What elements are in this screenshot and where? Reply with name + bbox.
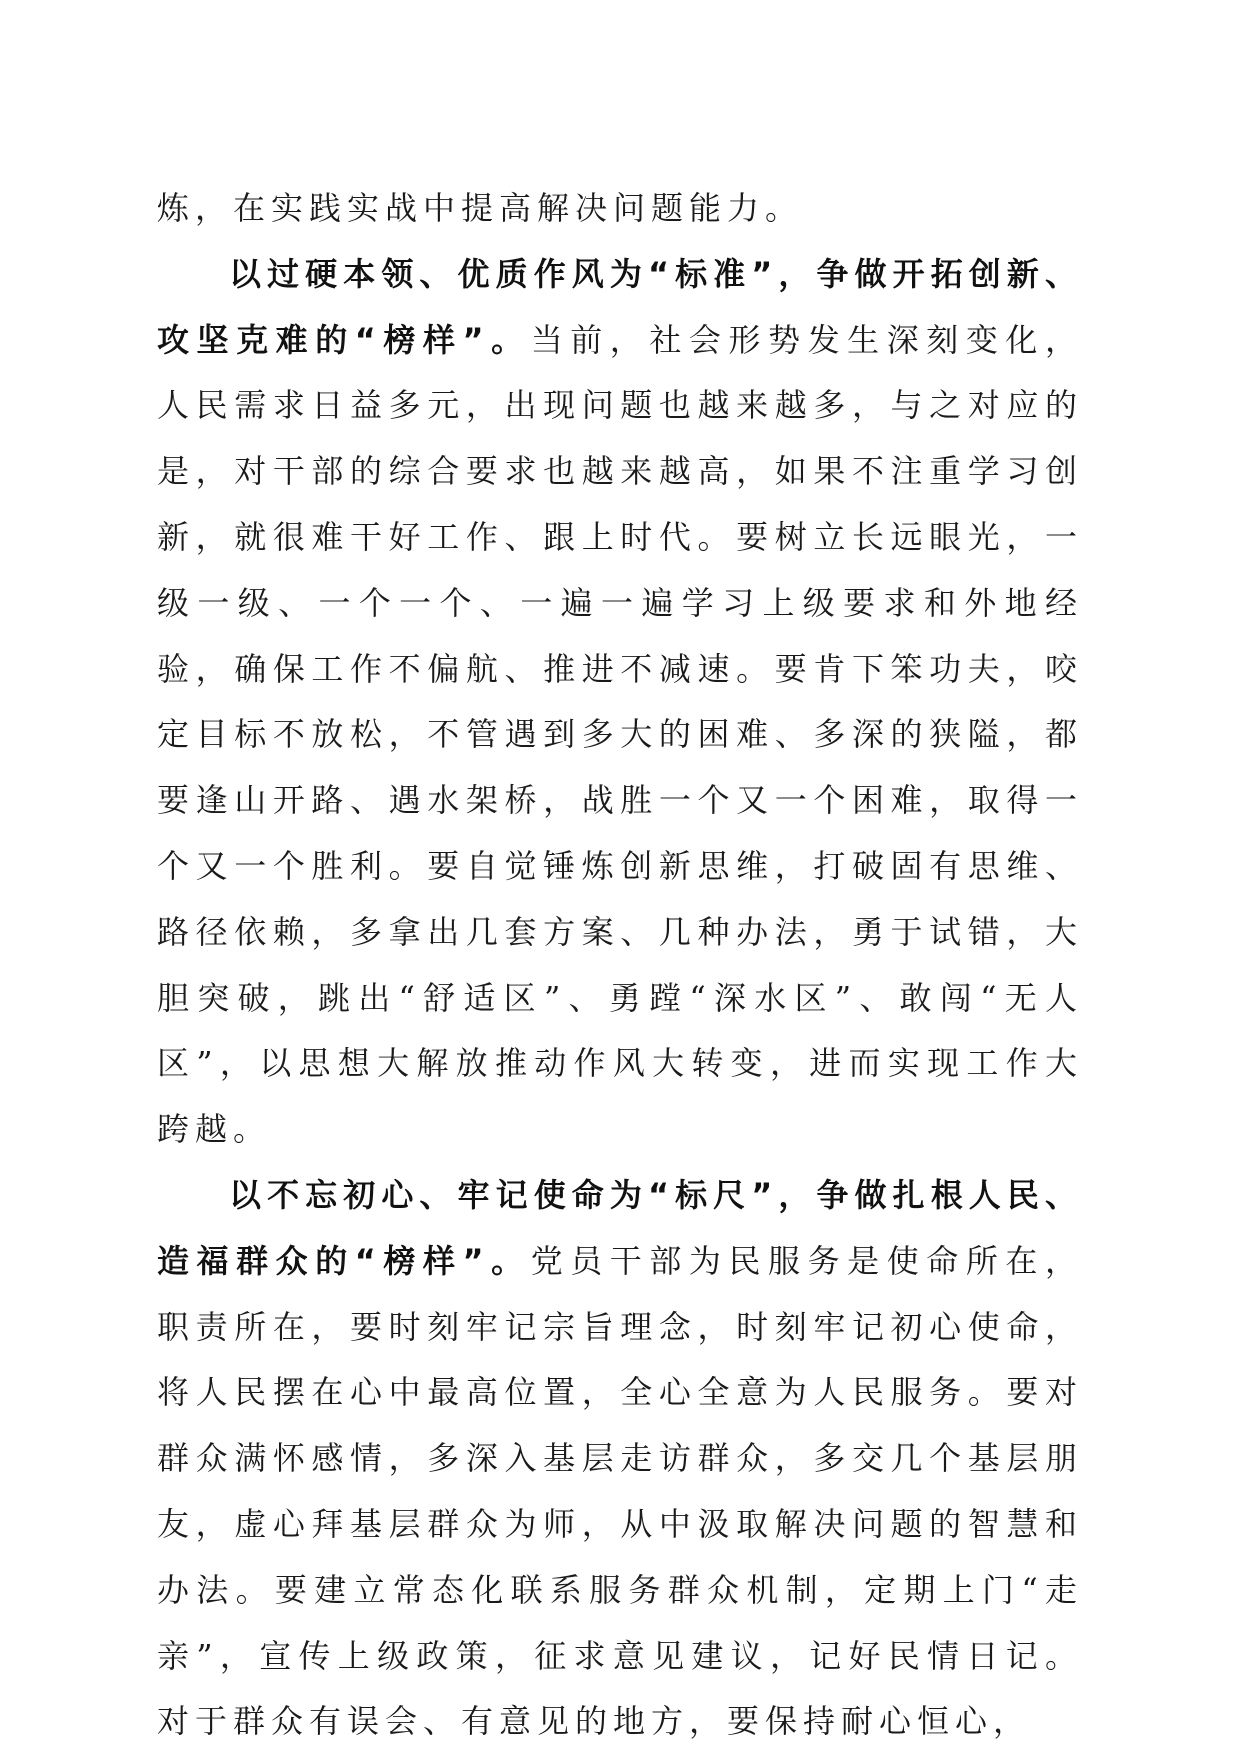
paragraph-standard	[157, 242, 1083, 1163]
paragraph-body: 党员干部为民服务是使命所在，职责所在，要时刻牢记宗旨理念，时刻牢记初心使命，将人民摆在心中最高位置，全心全意为人民服务。要对群众满怀感情，多深入基层走访群众，多交几个基层朋友，虚心拜基层群众为师，从中汲取解决问题的智慧和办法。要建立常态化联系服务群众机制，定期上门“走亲”，宣传上级政策，征求意见建议，记好民情日记。对于群众有误会、有意见的地方，要保持耐心恒心，	[157, 1241, 1083, 1741]
paragraph-body: 当前，社会形势发生深刻变化，人民需求日益多元，出现问题也越来越多，与之对应的是，对干部的综合要求也越来越高，如果不注重学习创新，就很难干好工作、跟上时代。要树立长远眼光，一级一级、一个一个、一遍一遍学习上级要求和外地经验，确保工作不偏航、推进不减速。要肯下笨功夫，咬定目标不放松，不管遇到多大的困难、多深的狭隘，都要逢山开路、遇水架桥，战胜一个又一个困难，取得一个又一个胜利。要自觉锤炼创新思维，打破固有思维、路径依赖，多拿出几套方案、几种办法，勇于试错，大胆突破，跳出“舒适区”、勇蹚“深水区”、敢闯“无人区”，以思想大解放推动作风大转变，进而实现工作大跨越。	[157, 320, 1083, 1149]
paragraph-heading: 以不忘初心、牢记使命为“标尺”，争做扎根人民、造福群众的“榜样”。	[157, 1175, 1083, 1280]
paragraph-measure	[157, 1163, 1083, 1755]
document-page	[157, 176, 1083, 1755]
paragraph-body: 炼，在实践实战中提高解决问题能力。	[157, 189, 804, 227]
paragraph-continuation	[157, 176, 1083, 242]
paragraph-heading: 以过硬本领、优质作风为“标准”，争做开拓创新、攻坚克难的“榜样”。	[157, 254, 1083, 359]
